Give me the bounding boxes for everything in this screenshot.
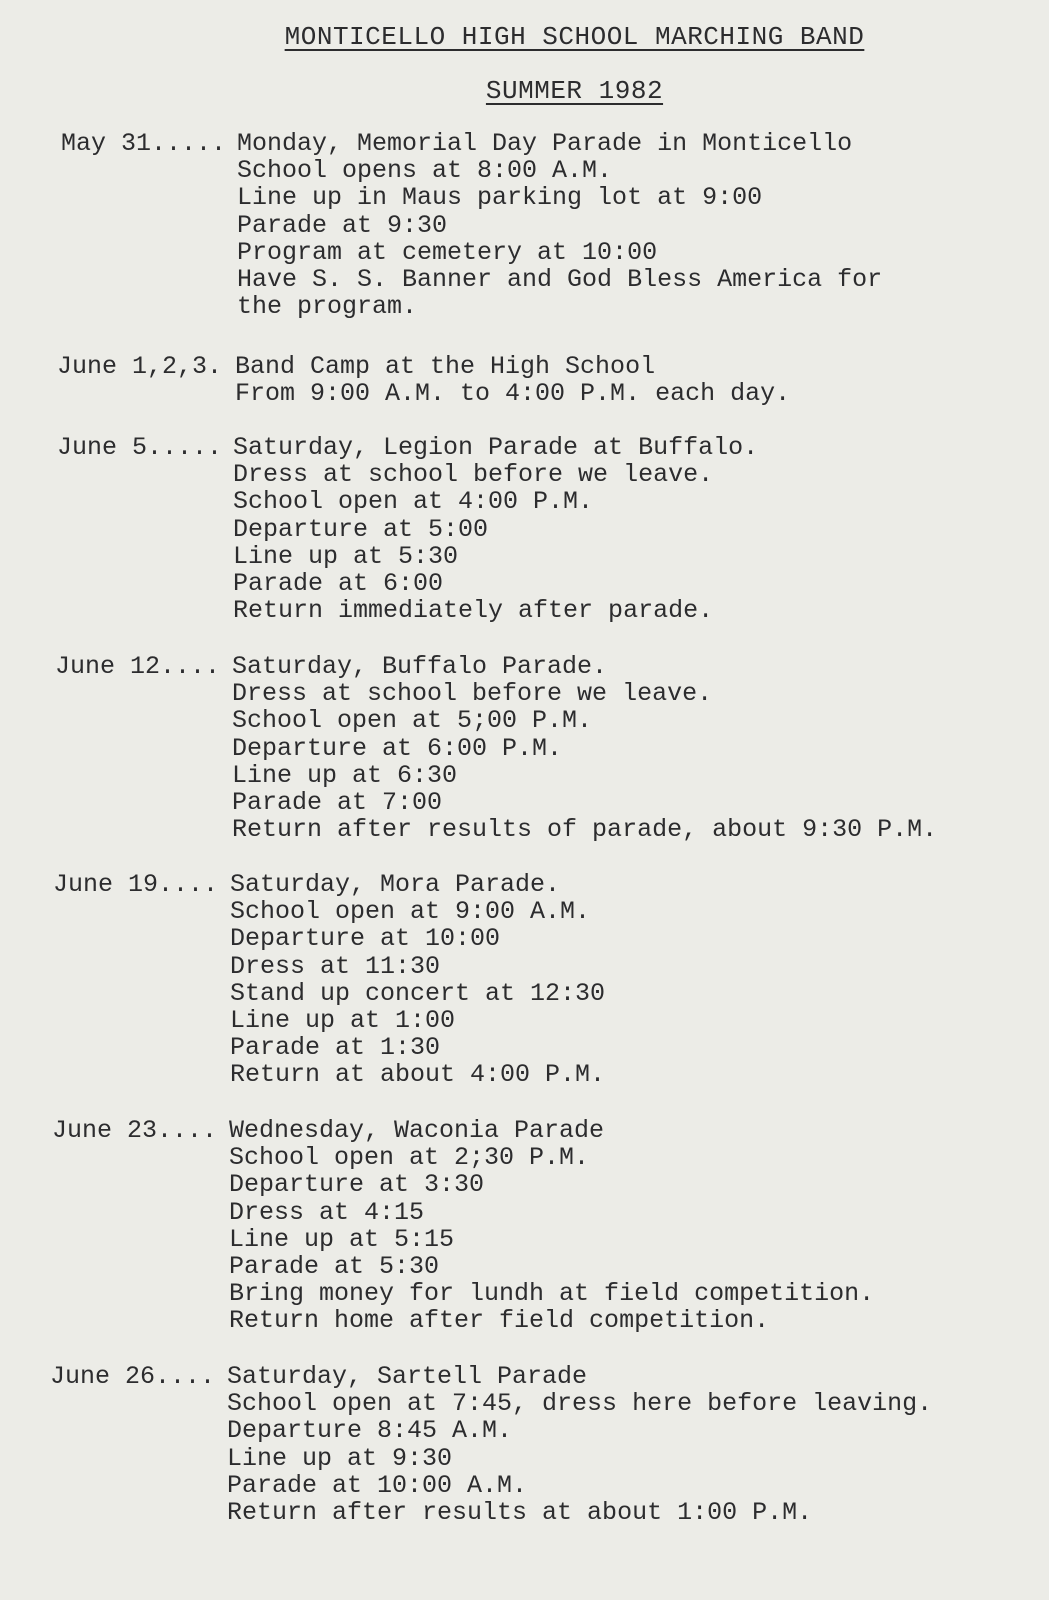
entry-line: Wednesday, Waconia Parade <box>229 1116 605 1145</box>
entry-line: Dress at school before we leave. <box>232 679 713 709</box>
entry-line: Parade at 7:00 <box>232 787 443 817</box>
entry-details <box>235 353 790 407</box>
entry-line: School open at 7:45, dress here before leaving. <box>227 1389 933 1419</box>
entry-line: Dress at 4:15 <box>229 1197 425 1227</box>
entry-line: Saturday, Legion Parade at Buffalo. <box>233 433 759 462</box>
entry-line: Parade at 1:30 <box>230 1033 441 1063</box>
entry-details <box>229 1117 874 1335</box>
entry-line: School open at 4:00 P.M. <box>233 487 594 517</box>
entry-line: Line up at 9:30 <box>227 1443 453 1473</box>
entry-line: From 9:00 A.M. to 4:00 P.M. each day. <box>235 379 791 409</box>
entry-date: June 19.... <box>53 870 219 899</box>
entry-line: Parade at 10:00 A.M. <box>227 1470 528 1500</box>
entry-line: Return home after field competition. <box>229 1306 770 1336</box>
document-title: MONTICELLO HIGH SCHOOL MARCHING BAND <box>284 22 865 52</box>
entry-line: Saturday, Buffalo Parade. <box>232 652 608 681</box>
entry-line: Have S. S. Banner and God Bless America for <box>237 264 883 294</box>
entry-line: Return immediately after parade. <box>233 596 714 626</box>
entry-line: Dress at 11:30 <box>230 951 441 981</box>
entry-details <box>230 871 605 1089</box>
entry-line: Program at cemetery at 10:00 <box>237 237 658 267</box>
entry-line: Departure 8:45 A.M. <box>227 1416 513 1446</box>
document-subtitle: SUMMER 1982 <box>485 76 664 106</box>
entry-line: School open at 2;30 P.M. <box>229 1143 590 1173</box>
entry-line: the program. <box>237 292 418 322</box>
entry-date: June 12.... <box>55 652 221 681</box>
entry-line: Line up at 5:30 <box>233 541 459 571</box>
entry-line: Line up in Maus parking lot at 9:00 <box>237 183 763 213</box>
entry-line: Departure at 3:30 <box>229 1170 485 1200</box>
entry-line: Stand up concert at 12:30 <box>230 978 606 1008</box>
entry-line: Saturday, Mora Parade. <box>230 870 561 899</box>
entry-line: School opens at 8:00 A.M. <box>237 156 613 186</box>
entry-line: Line up at 5:15 <box>229 1224 455 1254</box>
entry-line: Saturday, Sartell Parade <box>227 1362 588 1391</box>
entry-line: Departure at 10:00 <box>230 924 501 954</box>
entry-line: Departure at 5:00 <box>233 514 489 544</box>
entry-line: Return after results at about 1:00 P.M. <box>227 1497 813 1527</box>
entry-line: Return after results of parade, about 9:30 P.M. <box>232 815 938 845</box>
entry-line: School open at 9:00 A.M. <box>230 897 591 927</box>
entry-details <box>237 130 882 320</box>
entry-line: Line up at 1:00 <box>230 1005 456 1035</box>
entry-details <box>227 1363 932 1526</box>
entry-line: Parade at 6:00 <box>233 568 444 598</box>
entry-date: May 31..... <box>61 129 227 158</box>
entry-line: Return at about 4:00 P.M. <box>230 1060 606 1090</box>
entry-line: Dress at school before we leave. <box>233 460 714 490</box>
entry-date: June 26.... <box>50 1362 216 1391</box>
entry-line: Parade at 5:30 <box>229 1251 440 1281</box>
entry-details <box>232 653 937 843</box>
entry-date: June 23.... <box>52 1116 218 1145</box>
entry-line: Parade at 9:30 <box>237 210 448 240</box>
entry-line: Band Camp at the High School <box>235 352 656 381</box>
entry-line: Departure at 6:00 P.M. <box>232 733 563 763</box>
entry-details <box>233 434 758 624</box>
entry-line: Bring money for lundh at field competition. <box>229 1279 875 1309</box>
entry-date: June 1,2,3. <box>57 352 223 381</box>
entry-line: School open at 5;00 P.M. <box>232 706 593 736</box>
entry-line: Monday, Memorial Day Parade in Monticello <box>237 129 853 158</box>
entry-line: Line up at 6:30 <box>232 760 458 790</box>
entry-date: June 5..... <box>57 433 223 462</box>
